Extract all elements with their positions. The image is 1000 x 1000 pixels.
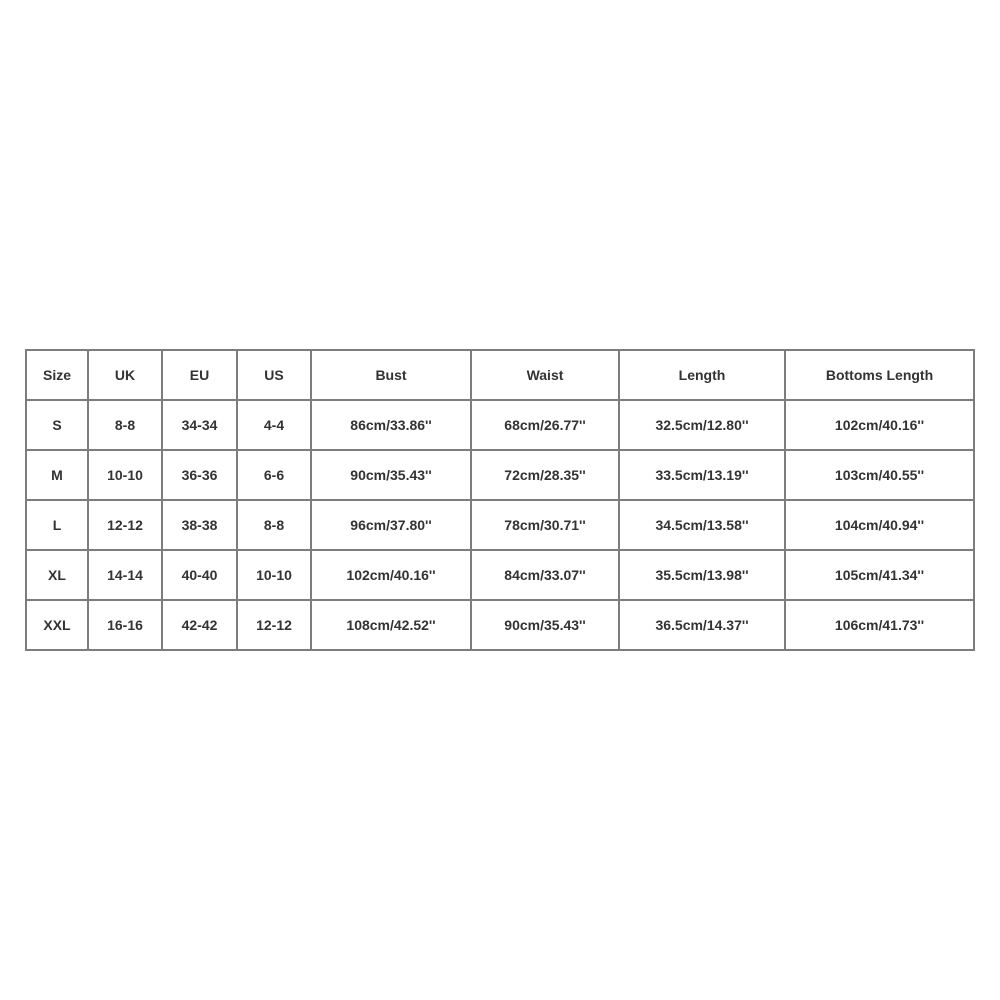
table-cell: 34.5cm/13.58'' xyxy=(620,501,786,551)
table-row xyxy=(27,451,973,501)
table-cell: L xyxy=(27,501,89,551)
table-cell: 42-42 xyxy=(163,601,238,649)
table-cell: 106cm/41.73'' xyxy=(834,617,925,633)
table-cell: 78cm/30.71'' xyxy=(472,501,620,551)
size-chart-table xyxy=(25,349,975,651)
table-cell: 68cm/26.77'' xyxy=(472,401,620,451)
header-cell-uk: UK xyxy=(89,351,163,401)
table-cell: M xyxy=(27,451,89,501)
table-row xyxy=(27,551,973,601)
table-cell: 90cm/35.43'' xyxy=(472,601,620,649)
header-cell-size: Size xyxy=(27,351,89,401)
table-cell: 12-12 xyxy=(89,501,163,551)
table-cell: 96cm/37.80'' xyxy=(312,501,472,551)
table-cell: S xyxy=(27,401,89,451)
table-cell: 72cm/28.35'' xyxy=(472,451,620,501)
table-row xyxy=(27,401,973,451)
table-row xyxy=(27,601,973,649)
table-cell: 12-12 xyxy=(238,601,312,649)
table-cell: 10-10 xyxy=(238,551,312,601)
table-cell: XXL xyxy=(27,601,89,649)
table-header-row xyxy=(27,351,973,401)
table-cell: 103cm/40.55'' xyxy=(786,451,973,501)
table-cell: 104cm/40.94'' xyxy=(786,501,973,551)
table-cell: 36-36 xyxy=(163,451,238,501)
table-cell: 105cm/41.34'' xyxy=(786,551,973,601)
table-cell: 4-4 xyxy=(238,401,312,451)
table-cell: 90cm/35.43'' xyxy=(312,451,472,501)
table-cell: 36.5cm/14.37'' xyxy=(620,601,786,649)
table-cell: 102cm/40.16'' xyxy=(786,401,973,451)
table-cell: 16-16 xyxy=(89,601,163,649)
table-row xyxy=(27,501,973,551)
header-cell-bust: Bust xyxy=(312,351,472,401)
table-cell: XL xyxy=(27,551,89,601)
table-cell: 33.5cm/13.19'' xyxy=(620,451,786,501)
table-cell: 8-8 xyxy=(238,501,312,551)
table-cell: 34-34 xyxy=(163,401,238,451)
table-cell: 108cm/42.52'' xyxy=(312,601,472,649)
table-cell: 32.5cm/12.80'' xyxy=(620,401,786,451)
table-cell: 84cm/33.07'' xyxy=(472,551,620,601)
header-cell-length: Length xyxy=(620,351,786,401)
table-cell: 10-10 xyxy=(89,451,163,501)
header-cell-us: US xyxy=(238,351,312,401)
table-cell: 14-14 xyxy=(89,551,163,601)
table-cell: 6-6 xyxy=(238,451,312,501)
header-cell-bottoms-length: Bottoms Length xyxy=(786,351,973,401)
table-cell: 86cm/33.86'' xyxy=(312,401,472,451)
table-cell: 35.5cm/13.98'' xyxy=(620,551,786,601)
table-cell: 38-38 xyxy=(163,501,238,551)
table-cell: 8-8 xyxy=(89,401,163,451)
table-cell: 102cm/40.16'' xyxy=(312,551,472,601)
header-cell-eu: EU xyxy=(163,351,238,401)
table-cell: 40-40 xyxy=(163,551,238,601)
header-cell-waist: Waist xyxy=(472,351,620,401)
